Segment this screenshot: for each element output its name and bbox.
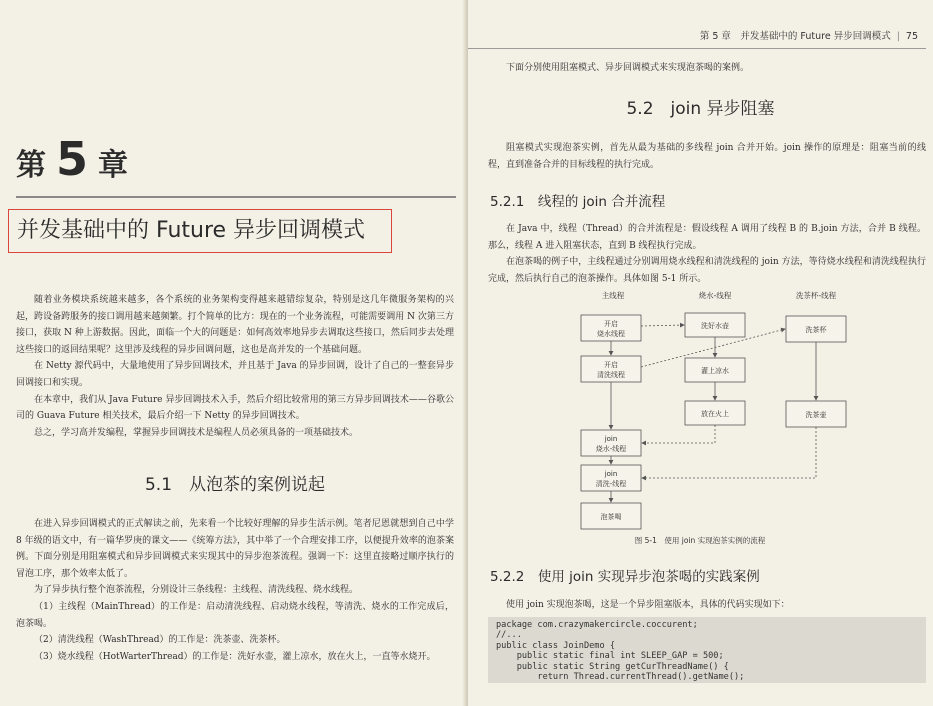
dashed-arrow	[642, 427, 816, 478]
col-wash-label: 洗茶杯-线程	[795, 291, 837, 300]
intro-paragraph: 总之，学习高并发编程，掌握异步回调技术是编程人员必须具备的一项基础技术。	[34, 427, 359, 438]
code-line: return Thread.currentThread().getName();	[496, 672, 745, 683]
code-line: public class JoinDemo {	[496, 640, 615, 651]
chapter-label: 第	[16, 148, 46, 183]
body-paragraph: 在 Java 中，线程（Thread）的合并流程是：假设线程 A 调用了线程 B 的 B.join 方法，合并 B 线程。那么，线程 A 进入阻塞状态，直到 B 线程执行完成。	[488, 224, 926, 251]
top-line	[488, 60, 926, 77]
box-text: 洗茶壶	[805, 411, 827, 419]
intro-paragraph: 在 Netty 源代码中，大量地使用了异步回调技术，并且基于 Java 的异步回调，设计了自己的一整套异步回调接口和实现。	[16, 361, 454, 388]
body-paragraph: （3）烧水线程（HotWarterThread）的工作是：洗好水壶，灌上凉水，放在火上，一直等水烧开。	[34, 651, 436, 662]
body-paragraph: （2）清洗线程（WashThread）的工作是：洗茶壶、洗茶杯。	[34, 635, 286, 646]
join-flow-diagram	[468, 285, 933, 550]
intro-paragraph: 在本章中，我们从 Java Future 异步回调技术入手，然后介绍比较常用的第三方异步回调技术——谷歌公司的 Guava Future 相关技术，最后介绍一下 Netty 的异步回调技术。	[16, 394, 454, 422]
body-paragraph: 在泡茶喝的例子中，主线程通过分别调用烧水线程和清洗线程的 join 方法，等待烧水线程和清洗线程执行完成，然后执行自己的泡茶操作。具体如图 5-1 所示。	[488, 257, 926, 284]
chapter-title: 并发基础中的 Future 异步回调模式	[8, 209, 392, 253]
chapter-unit: 章	[98, 148, 129, 183]
code-line: public static String getCurThreadName() {	[496, 661, 729, 672]
chapter-intro	[16, 292, 454, 441]
section-5-2-body	[488, 140, 926, 173]
section-body	[16, 516, 454, 665]
code-line: //...	[496, 630, 522, 641]
col-hot-label: 烧水-线程	[698, 291, 732, 300]
box-text: 清洗-线程	[595, 480, 627, 488]
box-text: 泡茶喝	[600, 513, 622, 521]
box-text: 洗好水壶	[701, 322, 729, 330]
box-text: 烧水-线程	[595, 445, 627, 453]
body-paragraph: 在进入异步回调模式的正式解读之前，先来看一个比较好理解的异步生活示例。笔者尼恩就想到自己中学 8 年级的语文中，有一篇华罗庚的课文——《统筹方法》，其中举了一个合理安排工序，以便提升效率的泡茶案例。下面分别是用阻塞模式和异步回调模式来实现其中的异步泡茶流程。强调一下：这里直接略过顺序执行的冒泡工序，那个效率太低了。	[16, 519, 454, 579]
code-line: public static final int SLEEP_GAP = 500;	[496, 651, 724, 662]
subsection-title-5-2-2: 5.2.2 使用 join 实现异步泡茶喝的实践案例	[490, 569, 760, 585]
figure-caption: 图 5-1 使用 join 实现泡茶实例的流程	[634, 536, 766, 545]
box-text: 开启	[604, 320, 618, 328]
chapter-number	[16, 132, 128, 186]
box-text: join	[604, 435, 618, 443]
subsection-5-2-2-body	[488, 597, 926, 614]
page-number: 75	[905, 31, 918, 42]
section-title-5-1: 5.1 从泡茶的案例说起	[144, 475, 326, 495]
dashed-arrow	[641, 325, 684, 326]
section-title-5-2: 5.2 join 异步阻塞	[626, 99, 775, 119]
right-page	[468, 0, 933, 706]
body-paragraph: 使用 join 实现泡茶喝，这是一个异步阻塞版本，具体的代码实现如下：	[506, 600, 790, 610]
box-text: 放在火上	[701, 410, 729, 418]
intro-paragraph: 随着业务模块系统越来越多，各个系统的业务架构变得越来越错综复杂，特别是这几年微服务架构的兴起，跨设备跨服务的接口调用越来越频繁。打个简单的比方：现在的一个业务流程，可能需要调用 N 次第三方接口，获取 N 种上游数据。因此，面临一个大的问题是：如何高效率地异步去调取这些接口，然后同步去处理这些接口的返回结果呢？这里涉及线程的异步回调问题，这也是高并发的一个基础问题。	[16, 295, 454, 355]
dashed-arrow	[642, 425, 715, 443]
running-header: 第 5 章 并发基础中的 Future 异步回调模式 | 75	[468, 26, 926, 49]
code-line: package com.crazymakercircle.coccurent;	[496, 620, 698, 630]
box-text: 灌上凉水	[701, 367, 729, 375]
subsection-title-5-2-1: 5.2.1 线程的 join 合并流程	[490, 194, 666, 210]
code-block	[488, 617, 926, 683]
box-text: 清洗线程	[597, 371, 625, 379]
body-paragraph: 为了异步执行整个泡茶流程，分别设计三条线程：主线程、清洗线程、烧水线程。	[34, 585, 359, 596]
box-text: join	[604, 470, 618, 478]
subsection-5-2-1-body	[488, 221, 926, 287]
box-text: 烧水线程	[597, 330, 625, 338]
chapter-rule	[16, 196, 456, 198]
box-text: 洗茶杯	[805, 326, 827, 334]
col-main-label: 主线程	[601, 291, 625, 300]
body-paragraph: 阻塞模式实现泡茶实例，首先从最为基础的多线程 join 合并开始。join 操作的原理是：阻塞当前的线程，直到准备合并的目标线程的执行完成。	[488, 143, 926, 170]
diagram-column-labels	[602, 290, 837, 300]
left-page	[0, 0, 466, 706]
box-text: 开启	[604, 361, 618, 369]
body-paragraph: （1）主线程（MainThread）的工作是：启动清洗线程、启动烧水线程，等清洗、烧水的工作完成后，泡茶喝。	[16, 601, 454, 629]
top-paragraph: 下面分别使用阻塞模式、异步回调模式来实现泡茶喝的案例。	[506, 63, 750, 73]
header-chapter: 第 5 章 并发基础中的 Future 异步回调模式	[699, 31, 891, 42]
chapter-digit: 5	[56, 132, 89, 186]
